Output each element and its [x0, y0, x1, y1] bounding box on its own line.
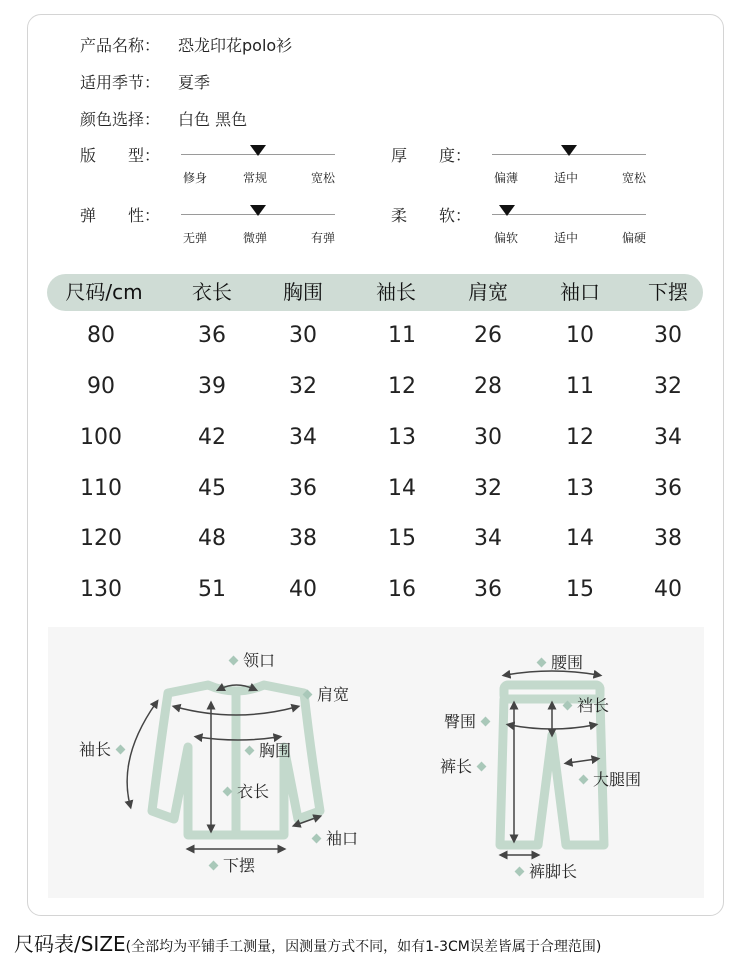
table-cell: 34 — [289, 425, 317, 450]
label-chest: 胸围 — [240, 738, 291, 761]
fit-option-2: 宽松 — [310, 171, 336, 185]
table-cell: 34 — [654, 425, 682, 450]
label-rise: 裆长 — [558, 693, 609, 716]
table-cell: 14 — [388, 476, 416, 501]
table-cell: 32 — [289, 374, 317, 399]
table-cell: 39 — [198, 374, 226, 399]
fit-option-0: 修身 — [182, 171, 208, 185]
header-hem: 下摆 — [648, 280, 688, 304]
table-cell: 36 — [654, 476, 682, 501]
header-size: 尺码/cm — [65, 280, 143, 304]
table-cell: 36 — [198, 323, 226, 348]
diamond-icon — [579, 775, 589, 785]
softness-option-0: 偏软 — [493, 231, 519, 245]
diamond-icon — [245, 746, 255, 756]
season-row — [80, 70, 210, 93]
softness-indicator-icon — [499, 205, 515, 216]
season-label: 适用季节： — [80, 73, 161, 92]
fit-option-1: 常规 — [242, 171, 268, 185]
label-hip: 臀围 — [444, 709, 495, 732]
header-length: 衣长 — [192, 280, 232, 304]
table-cell: 12 — [566, 425, 594, 450]
header-cuff: 袖口 — [560, 280, 600, 304]
diamond-icon — [209, 861, 219, 871]
elasticity-label: 弹 性： — [80, 206, 161, 225]
table-cell: 16 — [388, 577, 416, 602]
elasticity-option-1: 微弹 — [242, 231, 268, 245]
label-thigh: 大腿围 — [574, 767, 641, 790]
table-cell: 40 — [289, 577, 317, 602]
product-name-label: 产品名称： — [80, 36, 161, 55]
table-cell: 80 — [87, 323, 115, 348]
product-name-row — [80, 33, 292, 56]
table-cell: 130 — [80, 577, 122, 602]
footer-title: 尺码表/SIZE — [14, 932, 126, 956]
elasticity-option-2: 有弹 — [310, 231, 336, 245]
elasticity-indicator-icon — [250, 205, 266, 216]
measurement-diagram — [48, 627, 704, 898]
table-cell: 15 — [388, 526, 416, 551]
color-label: 颜色选择： — [80, 110, 161, 129]
table-cell: 38 — [654, 526, 682, 551]
table-cell: 10 — [566, 323, 594, 348]
fit-indicator-icon — [250, 145, 266, 156]
diamond-icon — [477, 762, 487, 772]
header-sleeve: 袖长 — [376, 280, 416, 304]
table-cell: 120 — [80, 526, 122, 551]
diamond-icon — [303, 690, 313, 700]
footer-note: (全部均为平铺手工测量，因测量方式不同，如有1-3CM误差皆属于合理范围) — [125, 939, 602, 955]
header-shoulder: 肩宽 — [468, 280, 508, 304]
thickness-slider — [391, 143, 651, 183]
table-cell: 90 — [87, 374, 115, 399]
diamond-icon — [116, 745, 126, 755]
table-cell: 15 — [566, 577, 594, 602]
softness-label: 柔 软： — [391, 206, 472, 225]
table-cell: 36 — [289, 476, 317, 501]
thickness-label: 厚 度： — [391, 146, 472, 165]
table-cell: 28 — [474, 374, 502, 399]
table-cell: 11 — [566, 374, 594, 399]
label-length: 衣长 — [218, 779, 269, 802]
table-cell: 40 — [654, 577, 682, 602]
label-hem: 下摆 — [204, 853, 255, 876]
label-pants-length: 裤长 — [440, 754, 491, 777]
header-chest: 胸围 — [283, 280, 323, 304]
diamond-icon — [312, 834, 322, 844]
table-cell: 100 — [80, 425, 122, 450]
thickness-option-2: 宽松 — [621, 171, 647, 185]
diamond-icon — [223, 787, 233, 797]
table-cell: 30 — [654, 323, 682, 348]
table-cell: 36 — [474, 577, 502, 602]
fit-label: 版 型： — [80, 146, 161, 165]
footer-caption — [14, 928, 601, 957]
thickness-option-1: 适中 — [553, 171, 579, 185]
table-cell: 42 — [198, 425, 226, 450]
label-leg-opening: 裤脚长 — [510, 859, 577, 882]
diamond-icon — [537, 658, 547, 668]
thickness-option-0: 偏薄 — [493, 171, 519, 185]
color-row — [80, 107, 247, 130]
season-value: 夏季 — [178, 73, 211, 92]
table-cell: 11 — [388, 323, 416, 348]
table-cell: 34 — [474, 526, 502, 551]
color-value: 白色 黑色 — [178, 110, 248, 129]
softness-option-2: 偏硬 — [621, 231, 647, 245]
table-cell: 51 — [198, 577, 226, 602]
diamond-icon — [563, 701, 573, 711]
table-cell: 38 — [289, 526, 317, 551]
label-shoulder: 肩宽 — [298, 682, 349, 705]
table-cell: 12 — [388, 374, 416, 399]
table-cell: 45 — [198, 476, 226, 501]
label-sleeve: 袖长 — [79, 737, 130, 760]
elasticity-slider — [80, 203, 340, 243]
diamond-icon — [481, 717, 491, 727]
size-table-header — [47, 274, 703, 311]
table-cell: 32 — [654, 374, 682, 399]
table-cell: 14 — [566, 526, 594, 551]
table-cell: 26 — [474, 323, 502, 348]
diamond-icon — [515, 867, 525, 877]
product-name-value: 恐龙印花polo衫 — [178, 36, 293, 55]
label-collar: 领口 — [224, 648, 275, 671]
softness-slider — [391, 203, 651, 243]
thickness-indicator-icon — [561, 145, 577, 156]
table-cell: 30 — [289, 323, 317, 348]
table-cell: 30 — [474, 425, 502, 450]
softness-option-1: 适中 — [553, 231, 579, 245]
elasticity-option-0: 无弹 — [182, 231, 208, 245]
diamond-icon — [229, 656, 239, 666]
label-cuff: 袖口 — [307, 826, 358, 849]
label-waist: 腰围 — [532, 650, 583, 673]
table-cell: 13 — [566, 476, 594, 501]
garment-illustration — [48, 627, 704, 898]
table-cell: 48 — [198, 526, 226, 551]
table-cell: 110 — [80, 476, 122, 501]
fit-slider — [80, 143, 340, 183]
table-cell: 13 — [388, 425, 416, 450]
table-cell: 32 — [474, 476, 502, 501]
